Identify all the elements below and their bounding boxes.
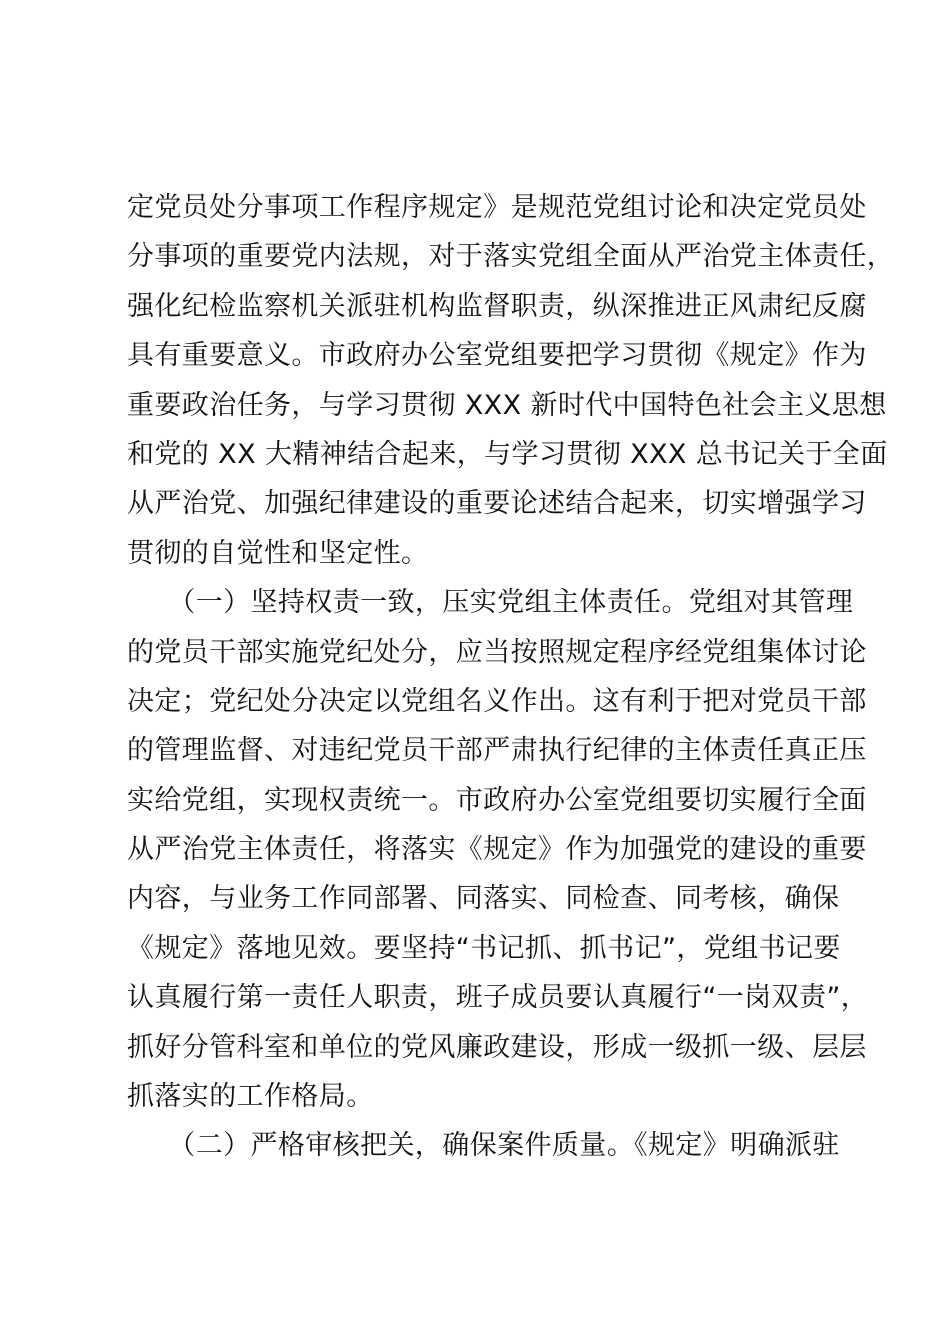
body-text [127,183,895,1171]
text-line: 强化纪检监察机关派驻机构监督职责，纵深推进正风肃纪反腐 [127,290,867,322]
text-line: 的党员干部实施党纪处分，应当按照规定程序经党组集体讨论 [127,636,867,668]
text-line: 决定；党纪处分决定以党组名义作出。这有利于把对党员干部 [127,685,867,717]
text-line: 抓好分管科室和单位的党风廉政建设，形成一级抓一级、层层 [127,1031,867,1063]
text-line: 具有重要意义。市政府办公室党组要把学习贯彻《规定》作为 [127,340,867,372]
text-line: 的管理监督、对违纪党员干部严肃执行纪律的主体责任真正压 [127,735,867,767]
text-line: （一）坚持权责一致，压实党组主体责任。党组对其管理 [127,587,854,619]
text-line: （二）严格审核把关，确保案件质量。《规定》明确派驻 [127,1130,840,1162]
text-line: 从严治党主体责任，将落实《规定》作为加强党的建设的重要 [127,834,867,866]
text-line: 从严治党、加强纪律建设的重要论述结合起来，切实增强学习 [127,488,867,520]
text-line: 《规定》落地见效。要坚持“书记抓、抓书记”，党组书记要 [127,932,841,964]
text-line: 实给党组，实现权责统一。市政府办公室党组要切实履行全面 [127,784,867,816]
text-line: 抓落实的工作格局。 [127,1081,374,1113]
text-line: 重要政治任务，与学习贯彻 XXX 新时代中国特色社会主义思想 [127,389,887,421]
text-line: 认真履行第一责任人职责，班子成员要认真履行“一岗双责”， [127,982,869,1014]
text-line: 贯彻的自觉性和坚定性。 [127,537,429,569]
text-line: 内容，与业务工作同部署、同落实、同检查、同考核，确保 [127,883,840,915]
text-line: 定党员处分事项工作程序规定》是规范党组讨论和决定党员处 [127,192,867,223]
text-line: 和党的 XX 大精神结合起来，与学习贯彻 XXX 总书记关于全面 [127,438,888,470]
text-line: 分事项的重要党内法规，对于落实党组全面从严治党主体责任， [127,241,895,273]
